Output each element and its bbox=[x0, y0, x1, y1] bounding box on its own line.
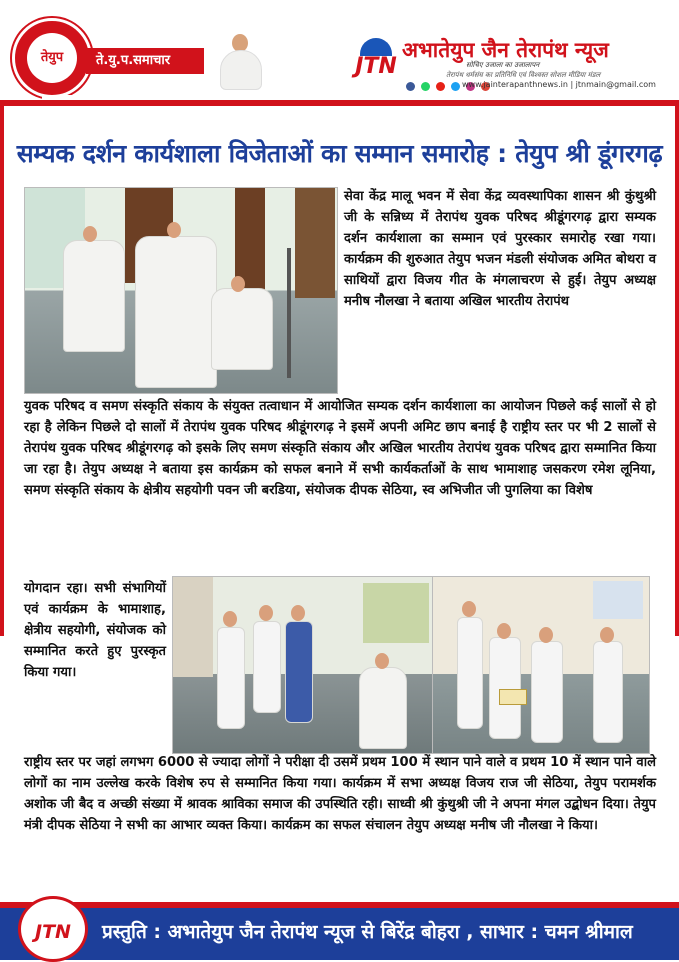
article-para-top bbox=[344, 186, 656, 312]
member-face bbox=[497, 623, 511, 639]
article-para-side bbox=[24, 578, 166, 683]
headline: सम्यक दर्शन कार्यशाला विजेताओं का सम्मान समारोह : तेयुप श्री डूंगरगढ़ bbox=[16, 139, 663, 168]
brand-tagline: सोचिए उजाला का उजालापन bbox=[466, 61, 540, 69]
header-divider bbox=[0, 100, 679, 106]
sadhvi-figure bbox=[211, 288, 273, 370]
masthead bbox=[0, 0, 679, 100]
twitter-icon[interactable] bbox=[451, 82, 460, 91]
logo-emblem bbox=[27, 33, 77, 83]
acharya-robe bbox=[220, 50, 262, 90]
member-figure bbox=[253, 621, 281, 713]
sadhvi-figure bbox=[63, 240, 125, 352]
contact-links[interactable]: www.jainterapanthnews.in | jtnmain@gmail.com bbox=[462, 80, 656, 89]
sadhvi-figure bbox=[359, 667, 407, 749]
member-face bbox=[223, 611, 237, 627]
member-face bbox=[462, 601, 476, 617]
event-photo-certificate bbox=[432, 576, 650, 754]
para-top-text: सेवा केंद्र मालू भवन में सेवा केंद्र व्यवस्थापिका शासन श्री कुंथुश्री जी के सन्निध्य में तेरापंथ युवक परिषद श्रीडूंगरगढ़ द्वारा सम्यक दर्शन कार्यशाला का सम्मान एवं पुरस्कार समारोह रखा गया। कार्यक्रम की शुरुआत तेयुप भजन मंडली संयोजक अमित बोथरा व साथियों द्वारा विजय गीत के मंगलाचरण से हुई। तेयुप अध्यक्ष मनीष नौलखा ने बताया अखिल भारतीय तेरापंथ bbox=[344, 189, 656, 309]
whatsapp-icon[interactable] bbox=[421, 82, 430, 91]
news-tag: ते.यु.प.समाचार bbox=[86, 48, 204, 74]
member-face bbox=[600, 627, 614, 643]
member-figure bbox=[457, 617, 483, 729]
event-photo-stage bbox=[24, 187, 338, 394]
member-figure bbox=[285, 621, 313, 723]
sadhvi-face bbox=[375, 653, 389, 669]
para-side-text: योगदान रहा। सभी संभागियों एवं कार्यक्रम के भामाशाह, क्षेत्रीय सहयोगी, संयोजक को सम्मानित करते हुए पुरस्कृत किया गया। bbox=[24, 581, 166, 680]
member-face bbox=[259, 605, 273, 621]
jtn-label: JTN bbox=[355, 54, 397, 79]
sadhvi-figure bbox=[135, 236, 217, 388]
tyup-logo bbox=[12, 18, 92, 98]
member-figure bbox=[489, 637, 521, 739]
sadhvi-face bbox=[231, 276, 245, 292]
footer-jtn-logo bbox=[18, 896, 88, 962]
photo-banner bbox=[363, 583, 429, 643]
article-para-bottom bbox=[24, 752, 656, 836]
member-figure bbox=[593, 641, 623, 743]
brand-subtagline: तेरापंथ धर्मसंघ का प्रतिनिधि एवं विश्वस्त सोशल मीडिया मंडल bbox=[446, 71, 601, 79]
footer-credit: प्रस्तुति : अभातेयुप जैन तेरापंथ न्यूज से बिरेंद्र बोहरा , साभार : चमन श्रीमाल bbox=[102, 921, 633, 943]
footer-logo-label: JTN bbox=[35, 921, 71, 943]
sadhvi-face bbox=[83, 226, 97, 242]
mic-stand bbox=[287, 248, 291, 378]
acharya-photo bbox=[216, 32, 264, 90]
para-mid-text: युवक परिषद व समण संस्कृति संकाय के संयुक्त तत्वाधान में आयोजित सम्यक दर्शन कार्यशाला का आयोजन पिछले कई सालों से हो रहा है लेकिन पिछले दो सालों में तेरापंथ युवक परिषद श्रीडूंगरगढ़ ने इसमें अपनी अमिट छाप बनाई है राष्ट्रीय स्तर पर भी 2 सालों से तेरापंथ युवक परिषद श्रीडूंगरगढ़ को इसके लिए समण संस्कृति संकाय और अखिल भारतीय तेरापंथ युवक परिषद द्वारा सम्मानित किया जा रहा है। तेयुप अध्यक्ष ने बताया इस कार्यक्रम को सफल बनाने में सभी कार्यकर्ताओं के साथ भामाशाह जसकरण रमेश लूनिया, समण संस्कृति संकाय के क्षेत्रीय सहयोगी पवन जी बरडिया, संयोजक दीपक सेठिया, स्व अभिजीत जी पुगलिया का विशेष bbox=[24, 399, 656, 498]
left-border bbox=[0, 106, 4, 636]
logo-caption: तेयुप bbox=[40, 50, 64, 65]
article-para-mid bbox=[24, 396, 656, 501]
member-figure bbox=[217, 627, 245, 729]
event-photo-award bbox=[172, 576, 434, 754]
brand-title: अभातेयुप जैन तेरापंथ न्यूज bbox=[402, 38, 609, 62]
photo-banner bbox=[593, 581, 643, 619]
member-figure bbox=[531, 641, 563, 743]
right-border bbox=[675, 106, 679, 636]
sadhvi-face bbox=[167, 222, 181, 238]
jtn-logo bbox=[354, 38, 398, 88]
photo-wall bbox=[173, 577, 213, 677]
certificate bbox=[499, 689, 527, 705]
member-face bbox=[539, 627, 553, 643]
youtube-icon[interactable] bbox=[436, 82, 445, 91]
photo-door bbox=[295, 188, 335, 298]
facebook-icon[interactable] bbox=[406, 82, 415, 91]
member-face bbox=[291, 605, 305, 621]
para-bottom-text: राष्ट्रीय स्तर पर जहां लगभग 6000 से ज्यादा लोगों ने परीक्षा दी उसमें प्रथम 100 में स्थान पाने वाले व प्रथम 10 में स्थान पाने वाले लोगों का नाम उल्लेख करके विशेष रुप से सम्मानित किया गया। कार्यक्रम में सभा अध्यक्ष विजय राज जी सेठिया, तेयुप परामर्शक अशोक जी बैद व अच्छी संख्या में श्रावक श्राविका समाज की उपस्थिति रही। साध्वी श्री कुंथुश्री जी ने अपना मंगल उद्बोधन दिया। तेयुप मंत्री दीपक सेठिया ने सभी का आभार व्यक्त किया। कार्यक्रम का सफल संचालन तेयुप अध्यक्ष मनीष जी नौलखा ने किया। bbox=[24, 755, 656, 833]
